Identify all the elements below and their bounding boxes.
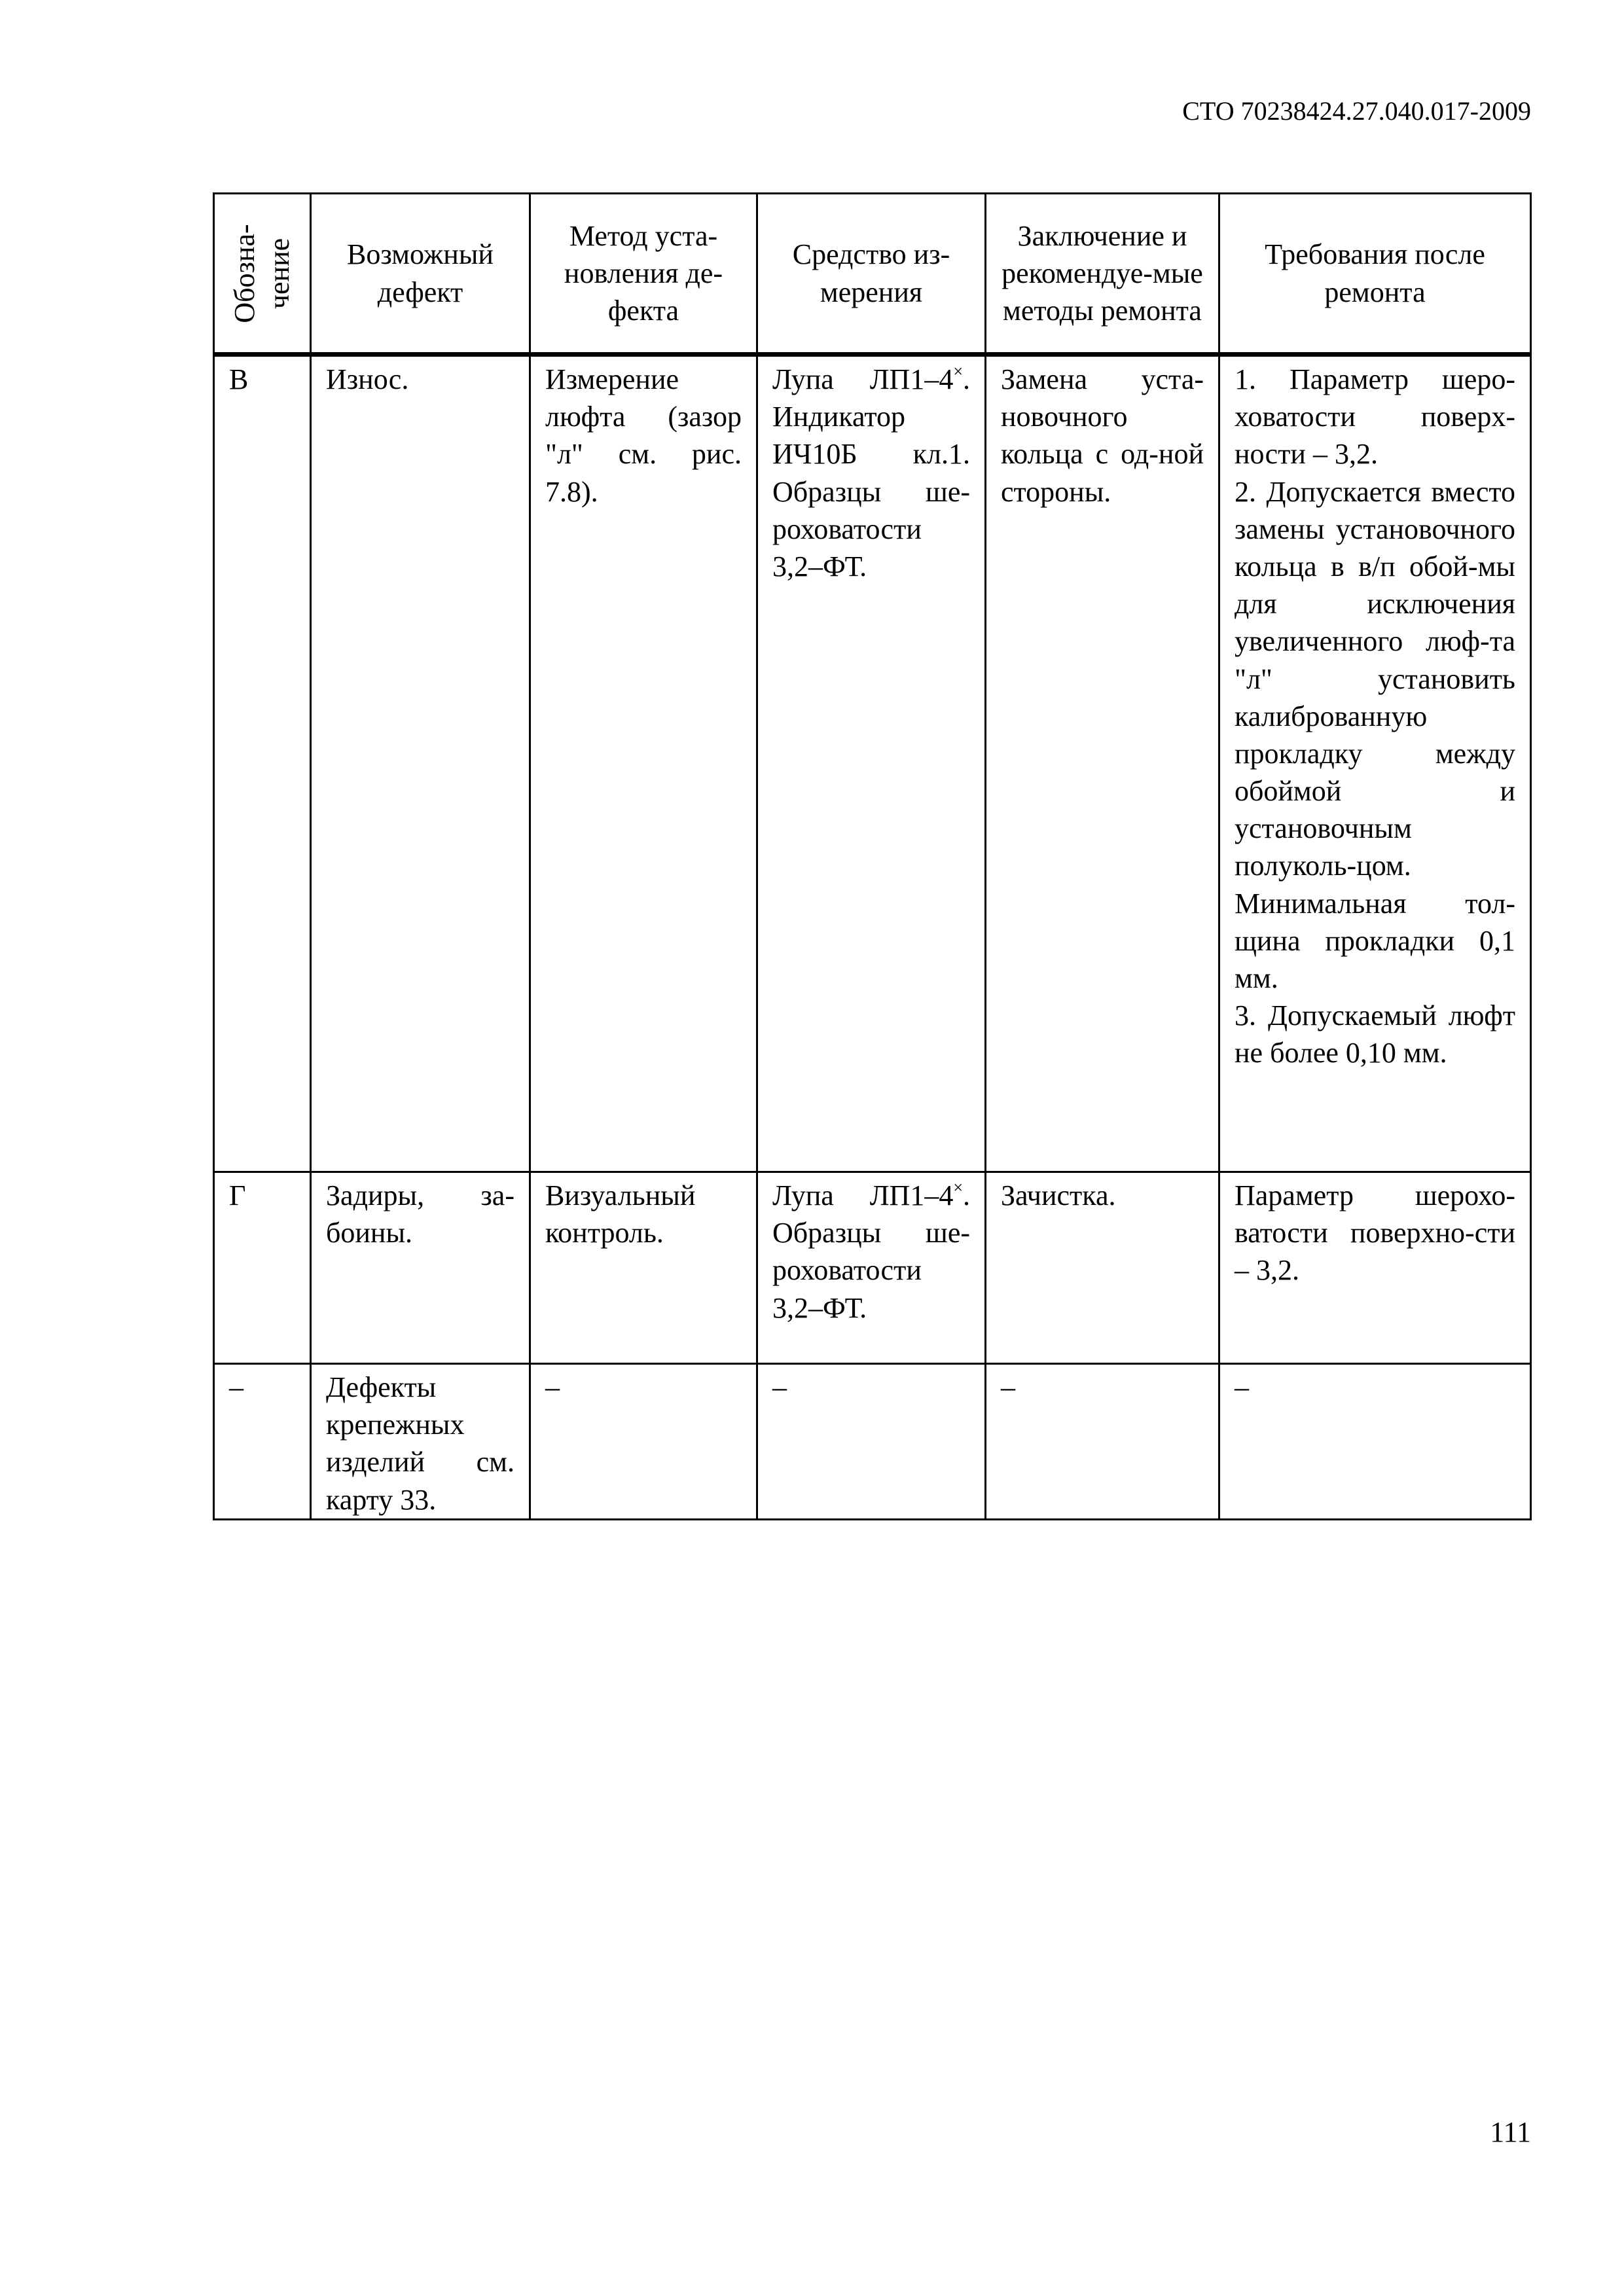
row-conclusion: – (986, 1364, 1219, 1520)
table-row (214, 1172, 1531, 1364)
requirement-item: Параметр шерохо-ватости поверхно-сти – 3,2. (1235, 1179, 1515, 1287)
requirement-item: 3. Допускаемый люфт не более 0,10 мм. (1235, 999, 1515, 1069)
row-requirements (1219, 1172, 1531, 1364)
row-designation: Г (214, 1172, 311, 1364)
row-method: Измерение люфта (зазор "л" см. рис. 7.8). (530, 355, 757, 1172)
requirement-item: – (1235, 1371, 1249, 1403)
requirement-item: 2. Допускается вместо замены установочного кольца в в/п обой-мы для исключения увеличенного люф-та "л" установить калиброванную прокладку между обоймой и установочным полуколь-цом. (1235, 475, 1515, 882)
row-method: – (530, 1364, 757, 1520)
column-header-method: Метод уста-новления де-фекта (530, 194, 757, 355)
table-row (214, 355, 1531, 1172)
requirement-item: Минимальная тол-щина прокладки 0,1 мм. (1235, 887, 1515, 994)
column-header-requirements: Требования после ремонта (1219, 194, 1531, 355)
column-header-measuring: Средство из-мерения (757, 194, 986, 355)
column-header-conclusion: Заключение и рекомендуе-мые методы ремонта (986, 194, 1219, 355)
row-requirements (1219, 355, 1531, 1172)
column-header-designation: Обозна-чение (214, 194, 311, 355)
row-defect: Дефекты крепежных изделий см. карту 33. (311, 1364, 530, 1520)
row-requirements (1219, 1364, 1531, 1520)
page-number: 111 (1490, 2116, 1531, 2148)
row-measuring: Лупа ЛП1–4×. Образцы ше-роховатости 3,2–ФТ. (757, 1172, 986, 1364)
row-conclusion: Замена уста-новочного кольца с од-ной стороны. (986, 355, 1219, 1172)
table-row (214, 1364, 1531, 1520)
row-measuring: – (757, 1364, 986, 1520)
column-header-defect: Возможный дефект (311, 194, 530, 355)
row-defect: Задиры, за-боины. (311, 1172, 530, 1364)
table-header (214, 194, 1531, 355)
row-method: Визуальный контроль. (530, 1172, 757, 1364)
document-code-header: СТО 70238424.27.040.017-2009 (1182, 96, 1531, 126)
row-measuring: Лупа ЛП1–4×. Индикатор ИЧ10Б кл.1. Образцы ше-роховатости 3,2–ФТ. (757, 355, 986, 1172)
row-designation: – (214, 1364, 311, 1520)
row-designation: В (214, 355, 311, 1172)
row-conclusion: Зачистка. (986, 1172, 1219, 1364)
defect-table (213, 192, 1532, 1520)
requirement-item: 1. Параметр шеро-ховатости поверх-ности – 3,2. (1235, 363, 1515, 471)
row-defect: Износ. (311, 355, 530, 1172)
